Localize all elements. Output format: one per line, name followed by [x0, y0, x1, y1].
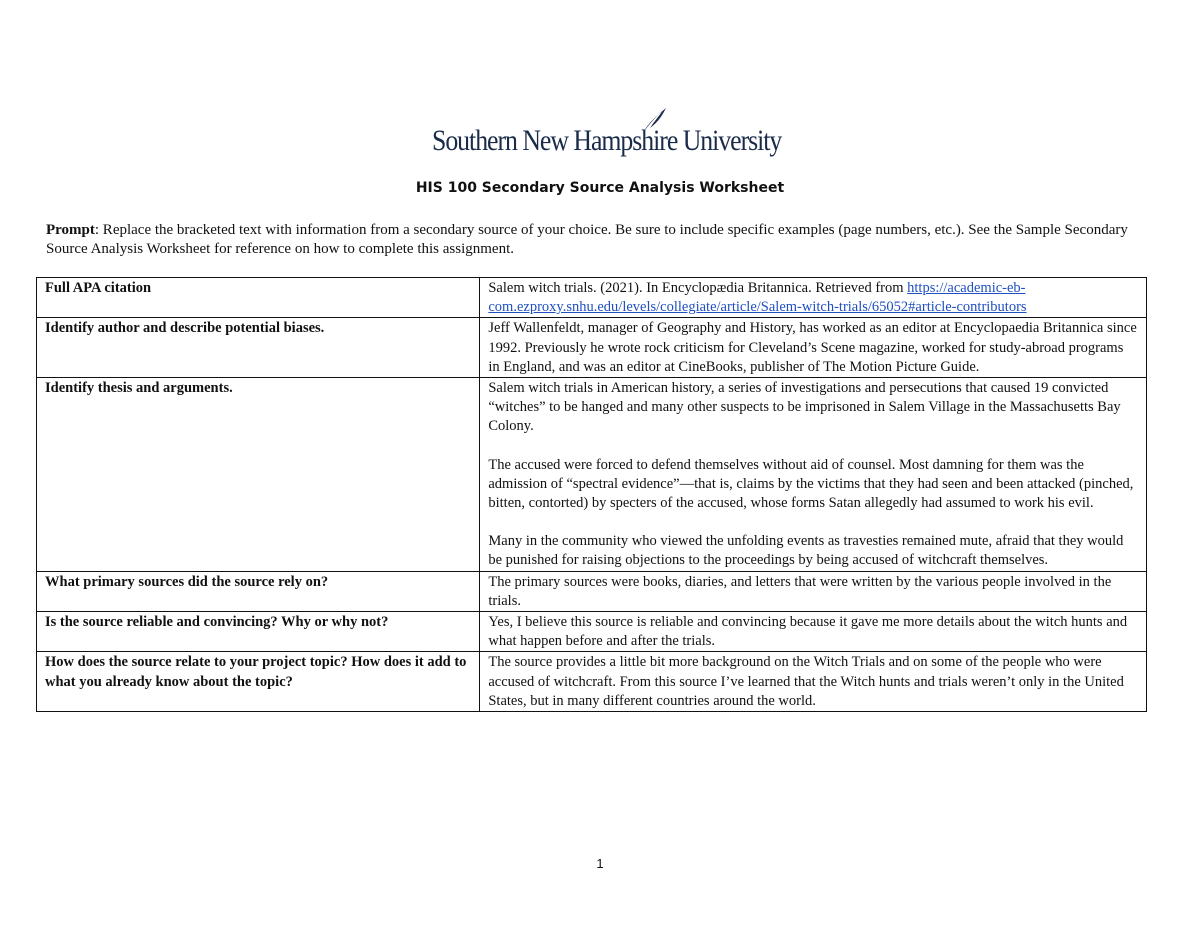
university-logo [432, 106, 782, 162]
answer-paragraph: The accused were forced to defend themselves without aid of counsel. Most damning for them was the admission of “spectral evidence”—that is, claims by the victims that they had seen and been attacked (pinched, bitten, contorted) by specters of the accused, whose forms Satan allegedly had assumed to work his evil. [488, 456, 1134, 512]
answer-cell: Jeff Wallenfeldt, manager of Geography and History, has worked as an editor at Encyclopaedia Britannica since 1992. Previously he wrote rock criticism for Cleveland’s Scene magazine, worked for study-abroad programs in England, and was an editor at CineBooks, publisher of The Motion Picture Guide. [480, 318, 1147, 378]
answer-cell [480, 278, 1147, 318]
table-row [37, 571, 1147, 611]
table-row [37, 378, 1147, 572]
table-row [37, 318, 1147, 378]
answer-paragraph: Salem witch trials in American history, a series of investigations and persecutions that caused 19 convicted “witches” to be hanged and many other suspects to be imprisoned in Salem Village in the Massachusetts Bay Colony. [488, 380, 1121, 435]
citation-text: Salem witch trials. (2021). In Encyclopædia Britannica. Retrieved from [488, 280, 908, 296]
worksheet-table [36, 277, 1147, 712]
answer-cell: Yes, I believe this source is reliable and convincing because it gave me more details about the witch hunts and what happen before and after the trials. [480, 612, 1147, 652]
question-cell: What primary sources did the source rely on? [37, 571, 480, 611]
prompt-text: : Replace the bracketed text with information from a secondary source of your choice. Be sure to include specific examples (page numbers, etc.). See the Sample Secondary Source Analysis Worksheet for reference on how to complete this assignment. [46, 222, 1128, 257]
answer-cell [480, 378, 1147, 572]
prompt [46, 221, 1156, 259]
answer-cell: The source provides a little bit more background on the Witch Trials and on some of the people who were accused of witchcraft. From this source I’ve learned that the Witch hunts and trials weren’t only in the United States, but in many different countries around the world. [480, 652, 1147, 712]
table-row [37, 278, 1147, 318]
question-cell: Identify author and describe potential biases. [37, 318, 480, 378]
answer-cell: The primary sources were books, diaries, and letters that were written by the various people involved in the trials. [480, 571, 1147, 611]
question-cell: Identify thesis and arguments. [37, 378, 480, 572]
question-cell: Is the source reliable and convincing? Why or why not? [37, 612, 480, 652]
table-row [37, 652, 1147, 712]
page-title: HIS 100 Secondary Source Analysis Worksheet [415, 180, 785, 196]
citation-link[interactable]: https://academic-eb-com.ezproxy.snhu.edu/levels/collegiate/article/Salem-witch-trials/65052#article-contributors [488, 280, 1027, 316]
prompt-label: Prompt [46, 222, 95, 238]
table-row [37, 612, 1147, 652]
question-cell: How does the source relate to your project topic? How does it add to what you already know about the topic? [37, 652, 480, 712]
logo-text: Southern New Hampshire University [432, 124, 782, 157]
page-number: 1 [596, 856, 604, 871]
question-cell: Full APA citation [37, 278, 480, 318]
answer-paragraph: Many in the community who viewed the unfolding events as travesties remained mute, afraid that they would be punished for raising objections to the proceedings by being accused of witchcraft themselves. [488, 533, 1124, 569]
